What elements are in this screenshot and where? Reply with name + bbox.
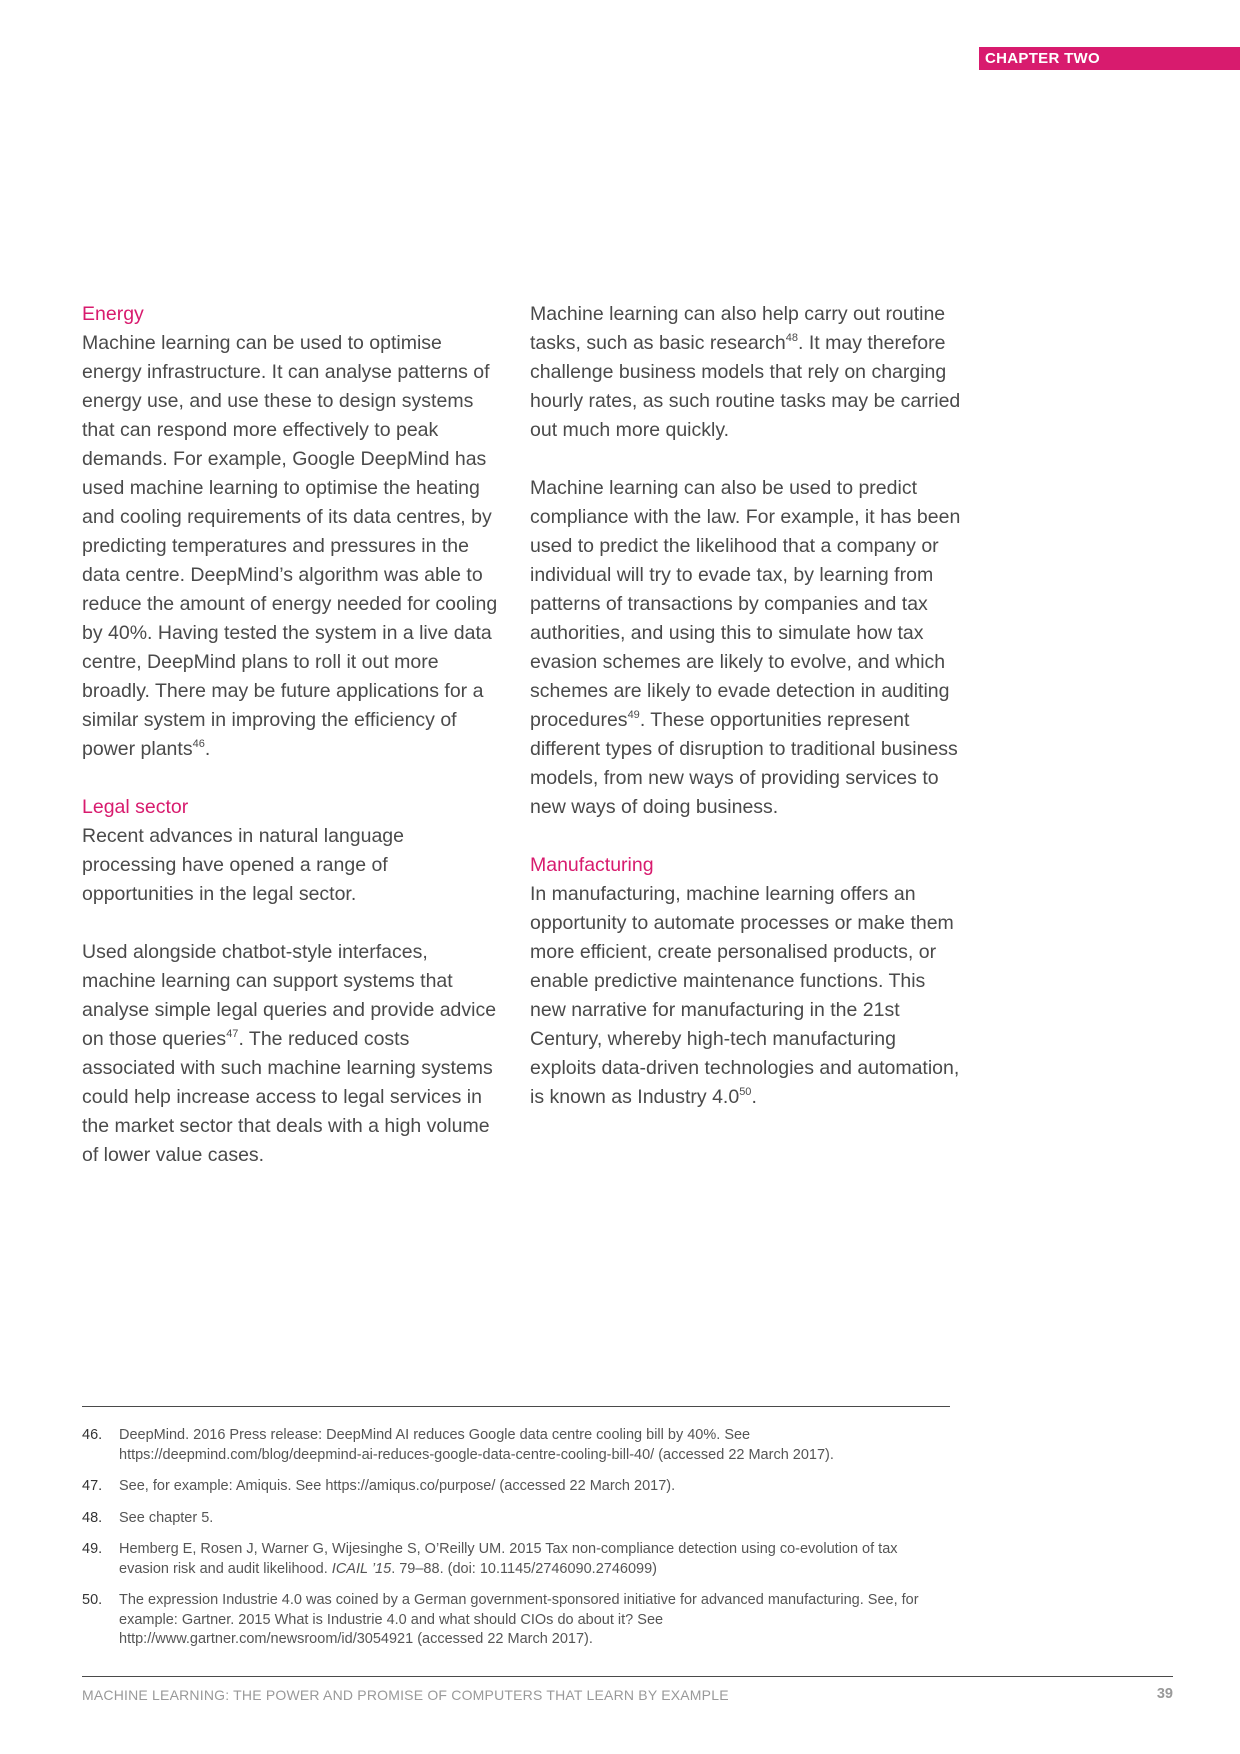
footnote-number: 49. — [82, 1541, 103, 1557]
footnote-number: 50. — [82, 1592, 103, 1608]
compliance-paragraph: Machine learning can also be used to predict compliance with the law. For example, it has been used to predict the likelihood that a company or individual will try to evade tax, by learning from patterns of transactions by companies and tax authorities, and using this to simulate how tax evasion schemes are likely to evolve, and which schemes are likely to evade detection in auditing procedures$^{49}$. These opportunities represent different types of disruption to traditional business models, from new ways of providing services to new ways of doing business. — [530, 477, 961, 818]
footnote-49 — [82, 1540, 950, 1579]
footnote-ref-46[interactable]: 46 — [192, 738, 205, 750]
footer-divider — [82, 1676, 1173, 1677]
footnotes-divider — [82, 1406, 950, 1407]
footer-title: MACHINE LEARNING: THE POWER AND PROMISE OF COMPUTERS THAT LEARN BY EXAMPLE — [82, 1687, 729, 1703]
footnotes — [82, 1426, 950, 1662]
footnote-text: See, for example: Amiquis. See https://amiqus.co/purpose/ (accessed 22 March 2017). — [119, 1478, 676, 1494]
manufacturing-heading: Manufacturing — [530, 854, 654, 876]
left-column — [82, 300, 502, 1199]
manufacturing-paragraph: In manufacturing, machine learning offers an opportunity to automate processes or make them more efficient, create personalised products, or enable predictive maintenance functions. This new narrative for manufacturing in the 21st Century, whereby high-tech manufacturing exploits data-driven technologies and automation, is known as Industry $4.0^{50}$. — [530, 883, 960, 1108]
footnote-text: The expression Industrie 4.0 was coined by a German government-sponsored initiative for advanced manufacturing. See, for example: Gartner. 2015 What is Industrie 4.0 and what should CIOs do about it? See http://www.gartner.com/newsroom/id/3054921 (accessed 22 March 2017). — [119, 1592, 919, 1647]
footnote-48 — [82, 1509, 950, 1529]
footnote-number: 46. — [82, 1427, 103, 1443]
page-number: 39 — [1156, 1686, 1173, 1702]
footnote-ref-47[interactable]: 47 — [226, 1028, 239, 1040]
footnote-ref-48[interactable]: 48 — [785, 332, 799, 344]
footnote-ref-49[interactable]: 49 — [627, 709, 640, 721]
legal-heading: Legal sector — [82, 796, 189, 818]
chapter-label: CHAPTER TWO — [979, 47, 1240, 70]
footnote-text: DeepMind. 2016 Press release: DeepMind AI reduces Google data centre cooling bill by 40%. See https://deepmind.com/blog/deepmind-ai-reduces-google-data-centre-cooling-bill-40/ (accessed 22 March 2017). — [119, 1427, 834, 1463]
footnote-text: Hemberg E, Rosen J, Warner G, Wijesinghe S, O’Reilly UM. 2015 Tax non-compliance detection using co-evolution of tax evasion risk and audit likelihood. ICAIL ’15. 79–88. (doi: 10.1145/2746090.2746099) — [119, 1541, 898, 1577]
right-column — [530, 300, 962, 1141]
footnote-47 — [82, 1477, 950, 1497]
legal-paragraph-1: Recent advances in natural language processing have opened a range of opportunities in the legal sector. — [82, 825, 404, 905]
footnote-50 — [82, 1591, 950, 1650]
legal-paragraph-2: Used alongside chatbot-style interfaces, machine learning can support systems that analyse simple legal queries and provide advice on those queries$^{47}$. The reduced costs associated with such machine learning systems could help increase access to legal services in the market sector that deals with a high volume of lower value cases. — [82, 941, 497, 1166]
footnote-46 — [82, 1426, 950, 1465]
footnote-number: 47. — [82, 1478, 103, 1494]
energy-paragraph: Machine learning can be used to optimise energy infrastructure. It can analyse patterns of energy use, and use these to design systems that can respond more effectively to peak demands. For example, Google DeepMind has used machine learning to optimise the heating and cooling requirements of its data centres, by predicting temperatures and pressures in the data centre. DeepMind’s algorithm was able to reduce the amount of energy needed for cooling by 40%. Having tested the system in a live data centre, DeepMind plans to roll it out more broadly. There may be future applications for a similar system in improving the efficiency of power plants$^{46}$. — [82, 332, 498, 760]
journal-name: ICAIL ’15 — [331, 1560, 392, 1577]
energy-heading: Energy — [82, 303, 144, 325]
routine-tasks-paragraph: Machine learning can also help carry out routine tasks, such as basic research$^{48}$. It may therefore challenge business models that rely on charging hourly rates, as such routine tasks may be carried out much more quickly. — [530, 303, 961, 441]
footnote-text: See chapter 5. — [119, 1509, 214, 1526]
footnote-ref-50[interactable]: 50 — [739, 1086, 752, 1098]
footnote-number: 48. — [82, 1509, 103, 1526]
